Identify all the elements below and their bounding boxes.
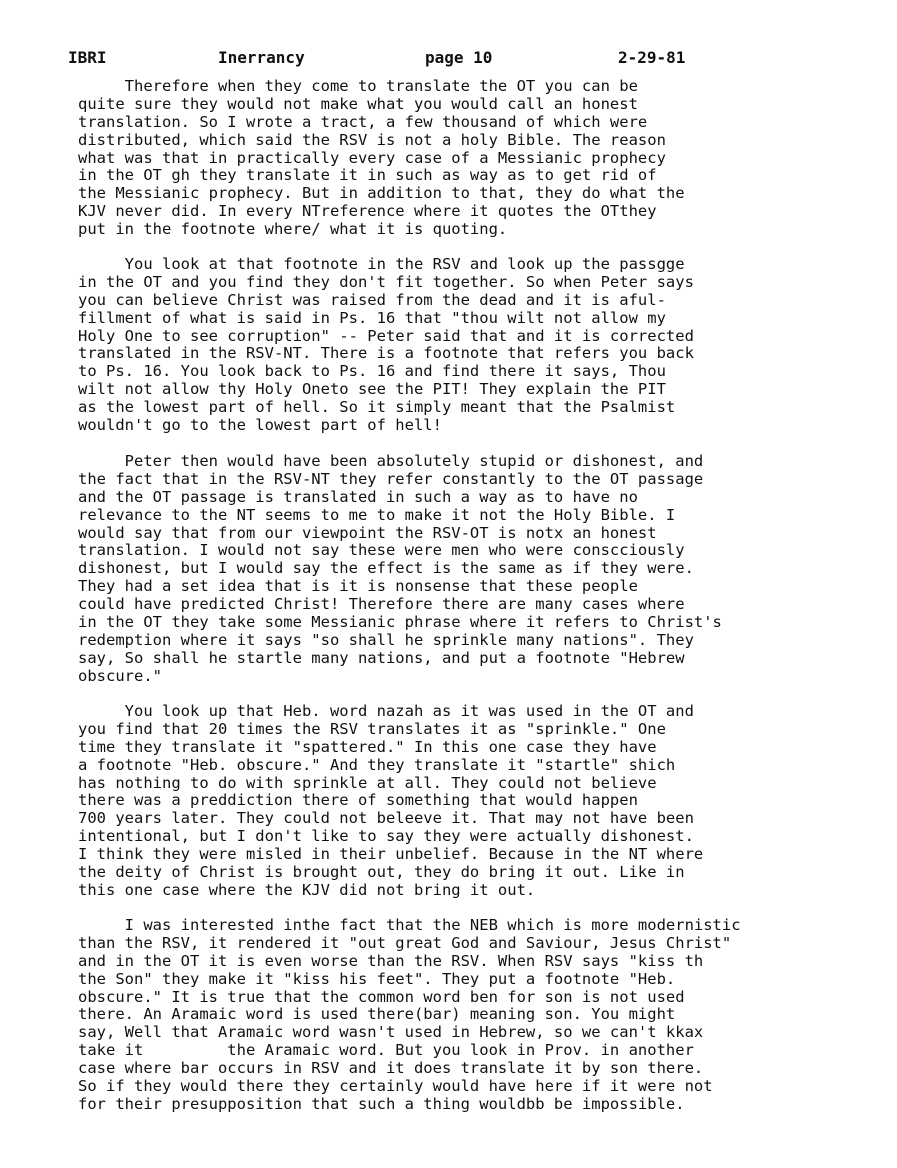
text-line: You look up that Heb. word nazah as it was used in the OT and [78, 702, 694, 720]
text-line: relevance to the NT seems to me to make it not the Holy Bible. I [78, 505, 676, 524]
text-line: They had a set idea that is it is nonsense that these people [78, 577, 638, 596]
text-line: you find that 20 times the RSV translates it as "sprinkle." One [78, 719, 666, 738]
text-line: 700 years later. They could not beleeve it. That may not have been [78, 809, 694, 828]
text-line: the Son" they make it "kiss his feet". They put a footnote "Heb. [78, 969, 676, 988]
text-line: you can believe Christ was raised from the dead and it is aful- [78, 290, 666, 309]
header-title: Inerrancy [218, 48, 305, 67]
paragraph-4 [78, 703, 858, 900]
text-line: translated in the RSV-NT. There is a footnote that refers you back [78, 344, 694, 363]
text-line: there was a preddiction there of something that would happen [78, 791, 638, 810]
text-line: wouldn't go to the lowest part of hell! [78, 416, 442, 435]
page-header [68, 48, 828, 70]
text-line: than the RSV, it rendered it "out great God and Saviour, Jesus Christ" [78, 933, 732, 952]
text-line: the fact that in the RSV-NT they refer constantly to the OT passage [78, 469, 704, 488]
text-line: for their presupposition that such a thing wouldbb be impossible. [78, 1094, 685, 1113]
text-line: KJV never did. In every NTreference where it quotes the OTthey [78, 202, 657, 221]
text-line: the Messianic prophecy. But in addition to that, they do what the [78, 184, 685, 203]
text-line: intentional, but I don't like to say they were actually dishonest. [78, 827, 694, 846]
text-line: I was interested inthe fact that the NEB which is more modernistic [78, 916, 741, 934]
text-line: this one case where the KJV did not bring it out. [78, 880, 536, 899]
header-date: 2-29-81 [618, 48, 686, 67]
text-line: translation. So I wrote a tract, a few thousand of which were [78, 112, 648, 131]
text-line: in the OT gh they translate it in such as way as to get rid of [78, 166, 657, 185]
text-line: put in the footnote where/ what it is quoting. [78, 220, 508, 239]
text-line: the deity of Christ is brought out, they do bring it out. Like in [78, 863, 685, 882]
header-org: IBRI [68, 48, 107, 67]
text-line: quite sure they would not make what you would call an honest [78, 94, 638, 113]
text-line: and in the OT it is even worse than the RSV. When RSV says "kiss th [78, 951, 704, 970]
text-line: translation. I would not say these were men who were conscciously [78, 541, 685, 560]
text-line: in the OT they take some Messianic phrase where it refers to Christ's [78, 613, 722, 632]
text-line: in the OT and you find they don't fit together. So when Peter says [78, 272, 694, 291]
text-line: what was that in practically every case of a Messianic prophecy [78, 148, 666, 167]
paragraph-1 [78, 78, 858, 239]
paragraph-3 [78, 453, 858, 686]
paragraph-2 [78, 256, 858, 435]
text-line: Peter then would have been absolutely stupid or dishonest, and [78, 452, 704, 470]
text-line: wilt not allow thy Holy Oneto see the PIT! They explain the PIT [78, 380, 666, 399]
header-page-number: page 10 [425, 48, 493, 67]
text-line: has nothing to do with sprinkle at all. They could not believe [78, 773, 657, 792]
text-line: Therefore when they come to translate the OT you can be [78, 77, 638, 95]
text-line: Holy One to see corruption" -- Peter said that and it is corrected [78, 326, 694, 345]
text-line: a footnote "Heb. obscure." And they translate it "startle" shich [78, 755, 676, 774]
text-line: would say that from our viewpoint the RSV-OT is notx an honest [78, 523, 657, 542]
paragraph-5 [78, 917, 858, 1114]
text-line: case where bar occurs in RSV and it does translate it by son there. [78, 1059, 704, 1078]
text-line: to Ps. 16. You look back to Ps. 16 and find there it says, Thou [78, 362, 666, 381]
text-line: redemption where it says "so shall he sprinkle many nations". They [78, 630, 694, 649]
text-line: and the OT passage is translated in such a way as to have no [78, 487, 638, 506]
text-line: time they translate it "spattered." In this one case they have [78, 737, 657, 756]
text-line: I think they were misled in their unbelief. Because in the NT where [78, 845, 704, 864]
text-line: say, Well that Aramaic word wasn't used in Hebrew, so we can't kkax [78, 1023, 704, 1042]
text-line: say, So shall he startle many nations, and put a footnote "Hebrew [78, 648, 685, 667]
text-line: there. An Aramaic word is used there(bar) meaning son. You might [78, 1005, 676, 1024]
text-line: could have predicted Christ! Therefore there are many cases where [78, 595, 685, 614]
text-line: obscure." [78, 666, 162, 685]
text-line: take it the Aramaic word. But you look in Prov. in another [78, 1041, 694, 1060]
text-line: So if they would there they certainly would have here if it were not [78, 1077, 713, 1096]
text-line: fillment of what is said in Ps. 16 that "thou wilt not allow my [78, 308, 666, 327]
text-line: distributed, which said the RSV is not a holy Bible. The reason [78, 130, 666, 149]
text-line: dishonest, but I would say the effect is the same as if they were. [78, 559, 694, 578]
text-line: as the lowest part of hell. So it simply meant that the Psalmist [78, 398, 676, 417]
text-line: You look at that footnote in the RSV and look up the passgge [78, 255, 685, 273]
text-line: obscure." It is true that the common word ben for son is not used [78, 987, 685, 1006]
